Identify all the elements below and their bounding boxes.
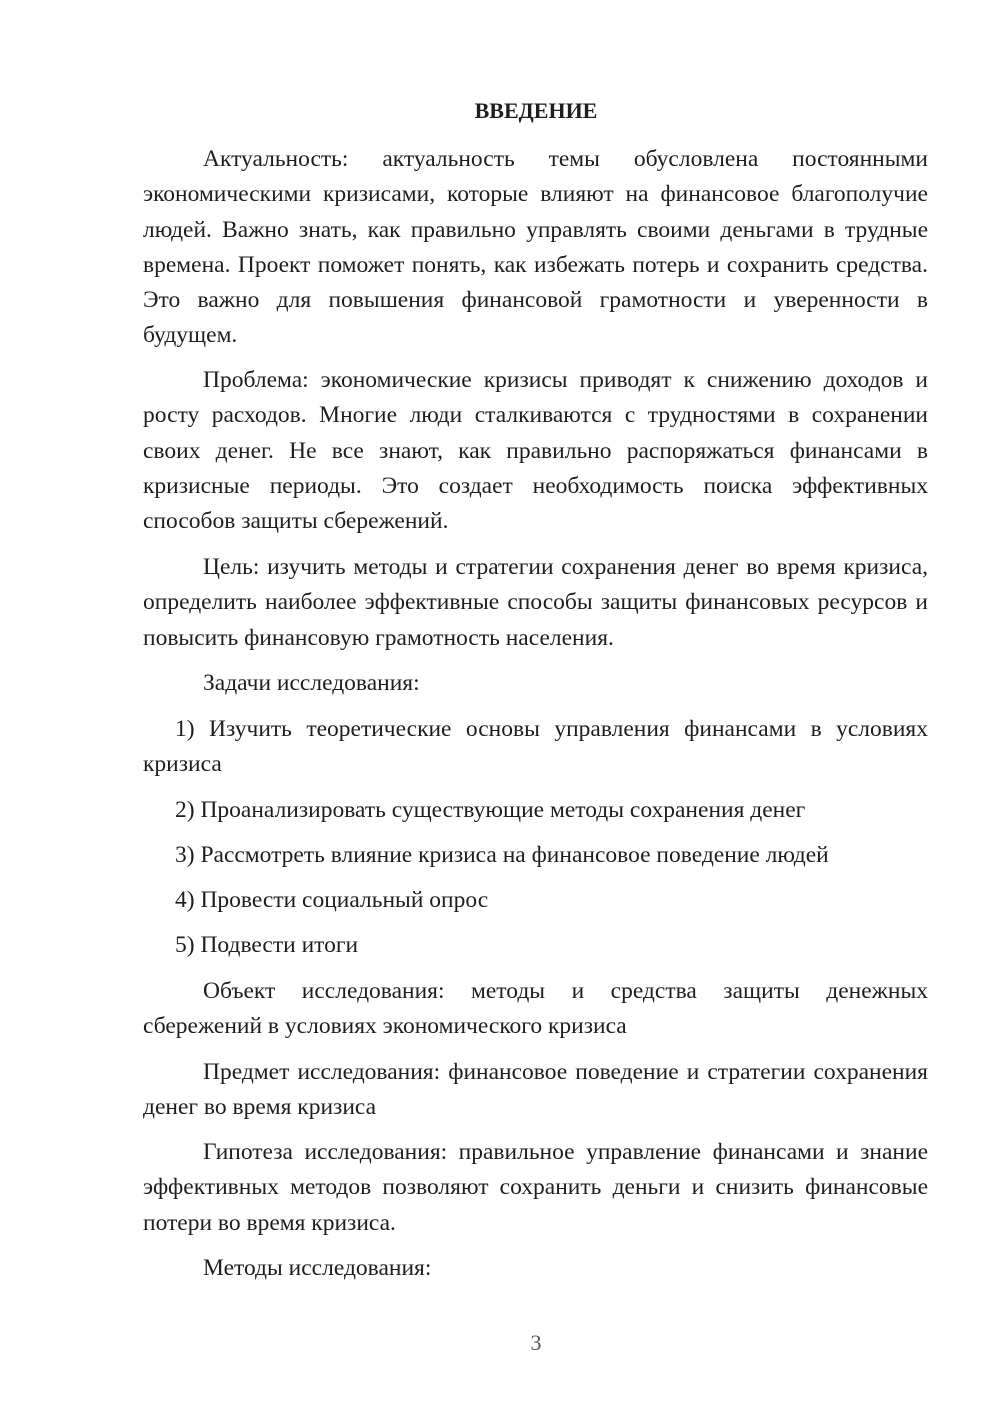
object-paragraph: Объект исследования: методы и средства защиты денежных сбережений в условиях экономического кризиса [143, 978, 928, 1040]
relevance-paragraph-block [143, 142, 928, 354]
task-item: 1) Изучить теоретические основы управления финансами в условиях кризиса [143, 716, 928, 778]
problem-paragraph: Проблема: экономические кризисы приводят к снижению доходов и росту расходов. Многие люди сталкиваются с трудностями в сохранении своих денег. Не все знают, как правильно распоряжаться финансами в кризисные периоды. Это создает необходимость поиска эффективных способов защиты сбережений. [143, 367, 928, 535]
task-item-4-block [143, 883, 928, 918]
relevance-paragraph: Актуальность: актуальность темы обусловлена постоянными экономическими кризисами, которые влияют на финансовое благополучие людей. Важно знать, как правильно управлять своими деньгами в трудные времена. Проект поможет понять, как избежать потерь и сохранить средства. Это важно для повышения финансовой грамотности и уверенности в будущем. [143, 146, 928, 349]
subject-paragraph: Предмет исследования: финансовое поведение и стратегии сохранения денег во время кризиса [143, 1059, 928, 1121]
task-item: 3) Рассмотреть влияние кризиса на финансовое поведение людей [175, 842, 829, 868]
task-item-1-block [143, 712, 928, 783]
goal-paragraph-block [143, 550, 928, 656]
methods-heading-block [143, 1251, 928, 1286]
task-item-5-block [143, 928, 928, 963]
subject-paragraph-block [143, 1055, 928, 1126]
hypothesis-paragraph-block [143, 1135, 928, 1241]
tasks-heading-block [143, 666, 928, 701]
problem-paragraph-block [143, 363, 928, 539]
hypothesis-paragraph: Гипотеза исследования: правильное управление финансами и знание эффективных методов позволяют сохранить деньги и снизить финансовые потери во время кризиса. [143, 1139, 928, 1236]
tasks-heading: Задачи исследования: [203, 670, 420, 696]
task-item: 5) Подвести итоги [175, 932, 359, 958]
task-item-2-block [143, 793, 928, 828]
task-item: 2) Проанализировать существующие методы сохранения денег [175, 797, 806, 823]
goal-paragraph: Цель: изучить методы и стратегии сохранения денег во время кризиса, определить наиболее эффективные способы защиты финансовых ресурсов и повысить финансовую грамотность населения. [143, 554, 928, 651]
object-paragraph-block [143, 974, 928, 1045]
methods-heading: Методы исследования: [203, 1255, 432, 1281]
task-item-3-block [143, 838, 928, 873]
page-title: ВВЕДЕНИЕ [474, 98, 598, 123]
task-item: 4) Провести социальный опрос [175, 887, 489, 913]
page-number: 3 [530, 1330, 542, 1355]
